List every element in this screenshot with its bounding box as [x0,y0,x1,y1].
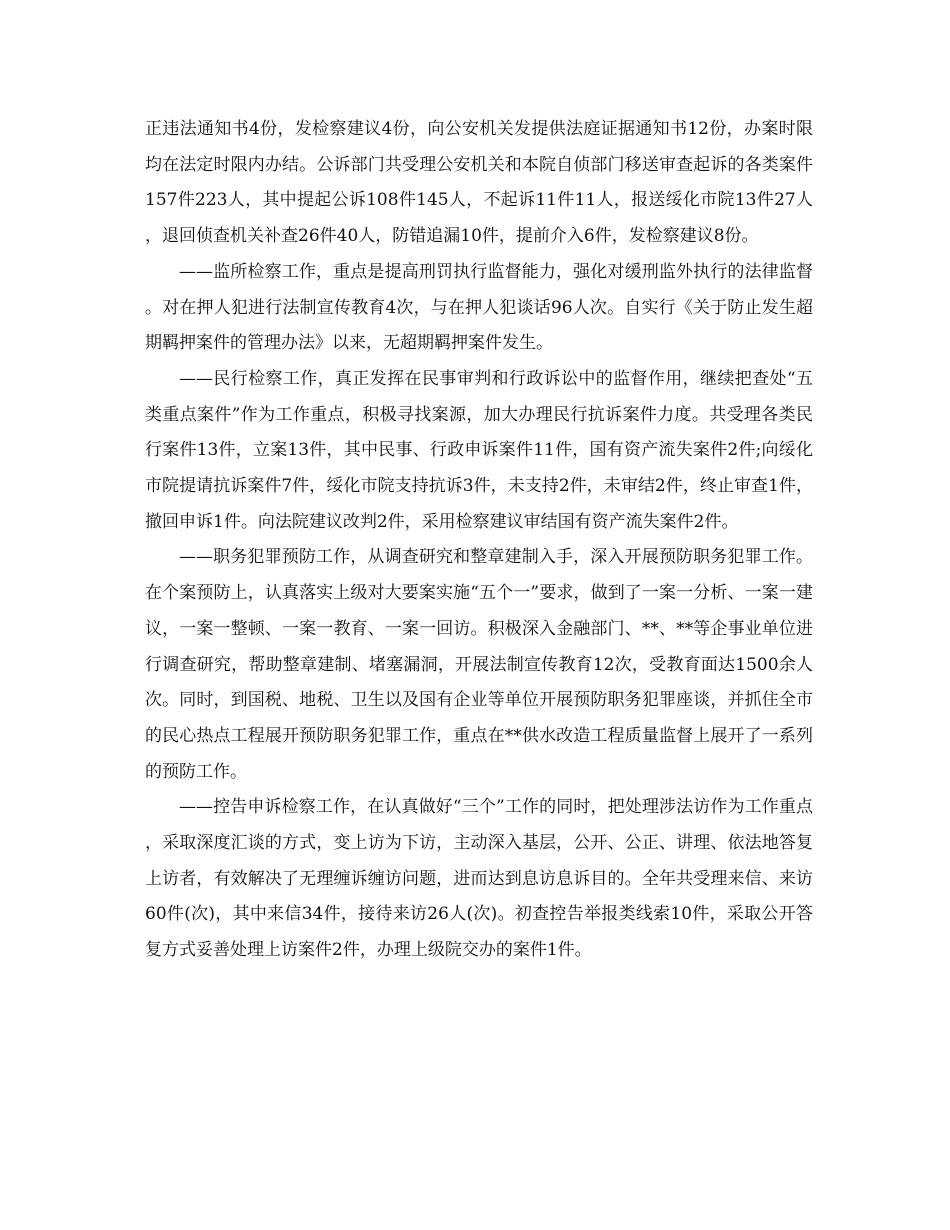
paragraph-prosecution-summary: 正违法通知书4份，发检察建议4份，向公安机关发提供法庭证据通知书12份，办案时限均在法定时限内办结。公诉部门共受理公安机关和本院自侦部门移送审查起诉的各类案件157件223人，其中提起公诉108件145人，不起诉11件11人，报送绥化市院13件27人，退回侦查机关补查26件40人，防错追漏10件，提前介入6件，发检察建议8份。 [145,119,813,247]
paragraph-prison-supervision: ——监所检察工作，重点是提高刑罚执行监督能力，强化对缓刑监外执行的法律监督。对在押人犯进行法制宣传教育4次，与在押人犯谈话96人次。自实行《关于防止发生超期羁押案件的管理办法》以来，无超期羁押案件发生。 [145,261,813,354]
paragraph-crime-prevention: ——职务犯罪预防工作，从调查研究和整章建制入手，深入开展预防职务犯罪工作。在个案预防上，认真落实上级对大要案实施“五个一”要求，做到了一案一分析、一案一建议，一案一整顿、一案一教育、一案一回访。积极深入金融部门、**、**等企事业单位进行调查研究，帮助整章建制、堵塞漏洞，开展法制宣传教育12次，受教育面达1500余人次。同时，到国税、地税、卫生以及国有企业等单位开展预防职务犯罪座谈，并抓住全市的民心热点工程展开预防职务犯罪工作，重点在**供水改造工程质量监督上展开了一系列的预防工作。 [145,547,813,782]
paragraph-complaints-petitions: ——控告申诉检察工作，在认真做好“三个”工作的同时，把处理涉法访作为工作重点，采取深度汇谈的方式，变上访为下访，主动深入基层，公开、公正、讲理、依法地答复上访者，有效解决了无理缠诉缠访问题，进而达到息访息诉目的。全年共受理来信、来访60件(次)，其中来信34件，接待来访26人(次)。初查控告举报类线索10件，采取公开答复方式妥善处理上访案件2件，办理上级院交办的案件1件。 [145,797,813,961]
document-body [145,112,813,969]
paragraph-civil-administrative: ——民行检察工作，真正发挥在民事审判和行政诉讼中的监督作用，继续把查处“五类重点案件”作为工作重点，积极寻找案源，加大办理民行抗诉案件力度。共受理各类民行案件13件，立案13件，其中民事、行政申诉案件11件，国有资产流失案件2件;向绥化市院提请抗诉案件7件，绥化市院支持抗诉3件，未支持2件，未审结2件，终止审查1件，撤回申诉1件。向法院建议改判2件，采用检察建议审结国有资产流失案件2件。 [145,368,813,532]
